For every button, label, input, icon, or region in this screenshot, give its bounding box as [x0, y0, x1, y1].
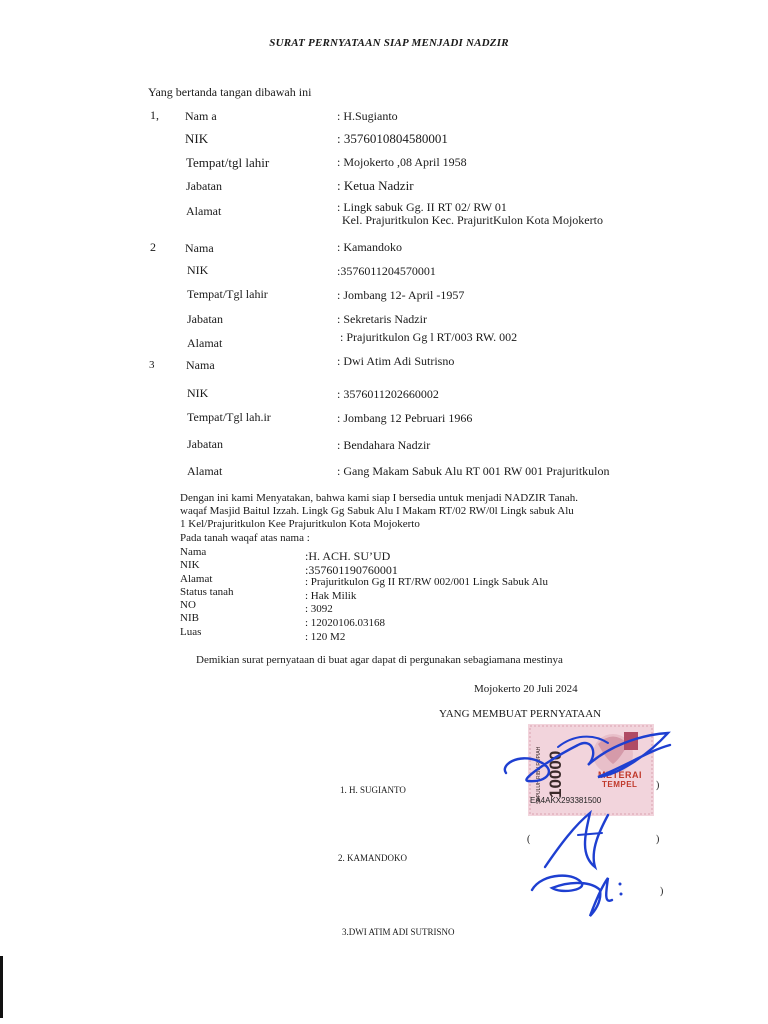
- person-2-jabatan-value: : Sekretaris Nadzir: [337, 312, 427, 326]
- land-value-status: : Hak Milik: [305, 590, 357, 602]
- person-1-nama-value: : H.Sugianto: [337, 109, 398, 123]
- person-2-nama-label: Nama: [185, 241, 214, 255]
- signatory-1: 1. H. SUGIANTO: [340, 785, 406, 795]
- person-3-ttl-value: : Jombang 12 Pebruari 1966: [337, 411, 473, 425]
- person-1-jabatan-value: : Ketua Nadzir: [337, 178, 414, 193]
- person-3-jabatan-label: Jabatan: [187, 437, 223, 451]
- person-3-ttl-label: Tempat/Tgl lah.ir: [187, 410, 271, 424]
- bracket-close-2: ): [656, 834, 660, 845]
- land-value-nib: : 12020106.03168: [305, 617, 386, 629]
- land-value-nama: :H. ACH. SU’UD: [305, 549, 391, 563]
- intro-text: Yang bertanda tangan dibawah ini: [148, 85, 312, 99]
- person-3-nik-value: : 3576011202660002: [337, 387, 439, 401]
- land-label-nama: Nama: [180, 546, 207, 558]
- land-intro: Pada tanah waqaf atas nama :: [180, 532, 310, 544]
- person-2-jabatan-label: Jabatan: [187, 312, 223, 326]
- person-2-ttl-label: Tempat/Tgl lahir: [187, 287, 268, 301]
- person-2-ttl-value: : Jombang 12- April -1957: [337, 288, 465, 302]
- page-edge-mark: [0, 956, 3, 1018]
- land-label-status: Status tanah: [180, 586, 234, 598]
- person-3-alamat-value: : Gang Makam Sabuk Alu RT 001 RW 001 Prajuritkulon: [337, 464, 610, 478]
- person-1-alamat-value: : Lingk sabuk Gg. II RT 02/ RW 01: [337, 200, 507, 214]
- meterai-side-text: SEPULUH RIBU RUPIAH: [536, 746, 542, 804]
- bracket-close-1: ): [656, 780, 660, 791]
- person-1-number: 1,: [150, 108, 159, 122]
- person-3-number: 3: [149, 359, 155, 371]
- closing-statement: Demikian surat pernyataan di buat agar dapat di pergunakan sebagiamana mestinya: [196, 654, 563, 666]
- person-1-nik-label: NIK: [185, 131, 209, 146]
- person-3-nama-value: : Dwi Atim Adi Sutrisno: [337, 354, 455, 368]
- person-1-alamat-value-line2: Kel. Prajuritkulon Kec. PrajuritKulon Kota Mojokerto: [342, 213, 603, 227]
- land-label-nik: NIK: [180, 559, 200, 571]
- land-label-alamat: Alamat: [180, 573, 213, 585]
- meterai-serial: EA4AKX293381500: [530, 796, 602, 805]
- signature-3: [522, 860, 642, 920]
- meterai-label-2: TEMPEL: [602, 780, 638, 789]
- person-2-alamat-value: : Prajuritkulon Gg l RT/003 RW. 002: [340, 330, 518, 344]
- person-2-alamat-label: Alamat: [187, 336, 223, 350]
- bracket-open-2: (: [527, 834, 531, 845]
- land-value-alamat: : Prajuritkulon Gg II RT/RW 002/001 Lingk Sabuk Alu: [305, 576, 548, 588]
- statement-line-2: waqaf Masjid Baitul Izzah. Lingk Gg Sabuk Alu I Makam RT/02 RW/0l Lingk sabuk Alu: [180, 505, 574, 517]
- maker-heading: YANG MEMBUAT PERNYATAAN: [439, 708, 602, 720]
- person-2-number: 2: [150, 240, 156, 254]
- person-1-jabatan-label: Jabatan: [186, 179, 222, 193]
- signatory-3: 3.DWI ATIM ADI SUTRISNO: [342, 927, 455, 937]
- document-title: SURAT PERNYATAAN SIAP MENJADI NADZIR: [269, 37, 509, 49]
- person-1-ttl-value: : Mojokerto ,08 April 1958: [337, 155, 467, 169]
- place-date: Mojokerto 20 Juli 2024: [474, 683, 578, 695]
- person-3-nama-label: Nama: [186, 358, 215, 372]
- meterai-value: 10000: [546, 750, 565, 798]
- person-1-alamat-label: Alamat: [186, 204, 222, 218]
- land-value-luas: : 120 M2: [305, 631, 346, 643]
- person-3-jabatan-value: : Bendahara Nadzir: [337, 438, 431, 452]
- person-1-nama-label: Nam a: [185, 109, 217, 123]
- person-2-nama-value: : Kamandoko: [337, 240, 402, 254]
- statement-line-1: Dengan ini kami Menyatakan, bahwa kami siap I bersedia untuk menjadi NADZIR Tanah.: [180, 492, 578, 504]
- person-3-nik-label: NIK: [187, 386, 209, 400]
- person-1-nik-value: : 3576010804580001: [337, 131, 448, 146]
- person-2-nik-value: :3576011204570001: [337, 264, 436, 278]
- land-label-nib: NIB: [180, 612, 199, 624]
- bracket-close-3: ): [660, 886, 664, 897]
- land-label-no: NO: [180, 599, 196, 611]
- land-label-luas: Luas: [180, 626, 202, 638]
- statement-line-3: 1 Kel/Prajuritkulon Kee Prajuritkulon Kota Mojokerto: [180, 518, 420, 530]
- land-value-no: : 3092: [305, 603, 333, 615]
- meterai-label-1: METERAI: [598, 770, 642, 780]
- person-1-ttl-label: Tempat/tgl lahir: [186, 155, 270, 170]
- person-3-alamat-label: Alamat: [187, 464, 223, 478]
- land-value-nik: :357601190760001: [305, 563, 398, 577]
- person-2-nik-label: NIK: [187, 263, 209, 277]
- signatory-2: 2. KAMANDOKO: [338, 853, 407, 863]
- signature-1: [498, 725, 678, 795]
